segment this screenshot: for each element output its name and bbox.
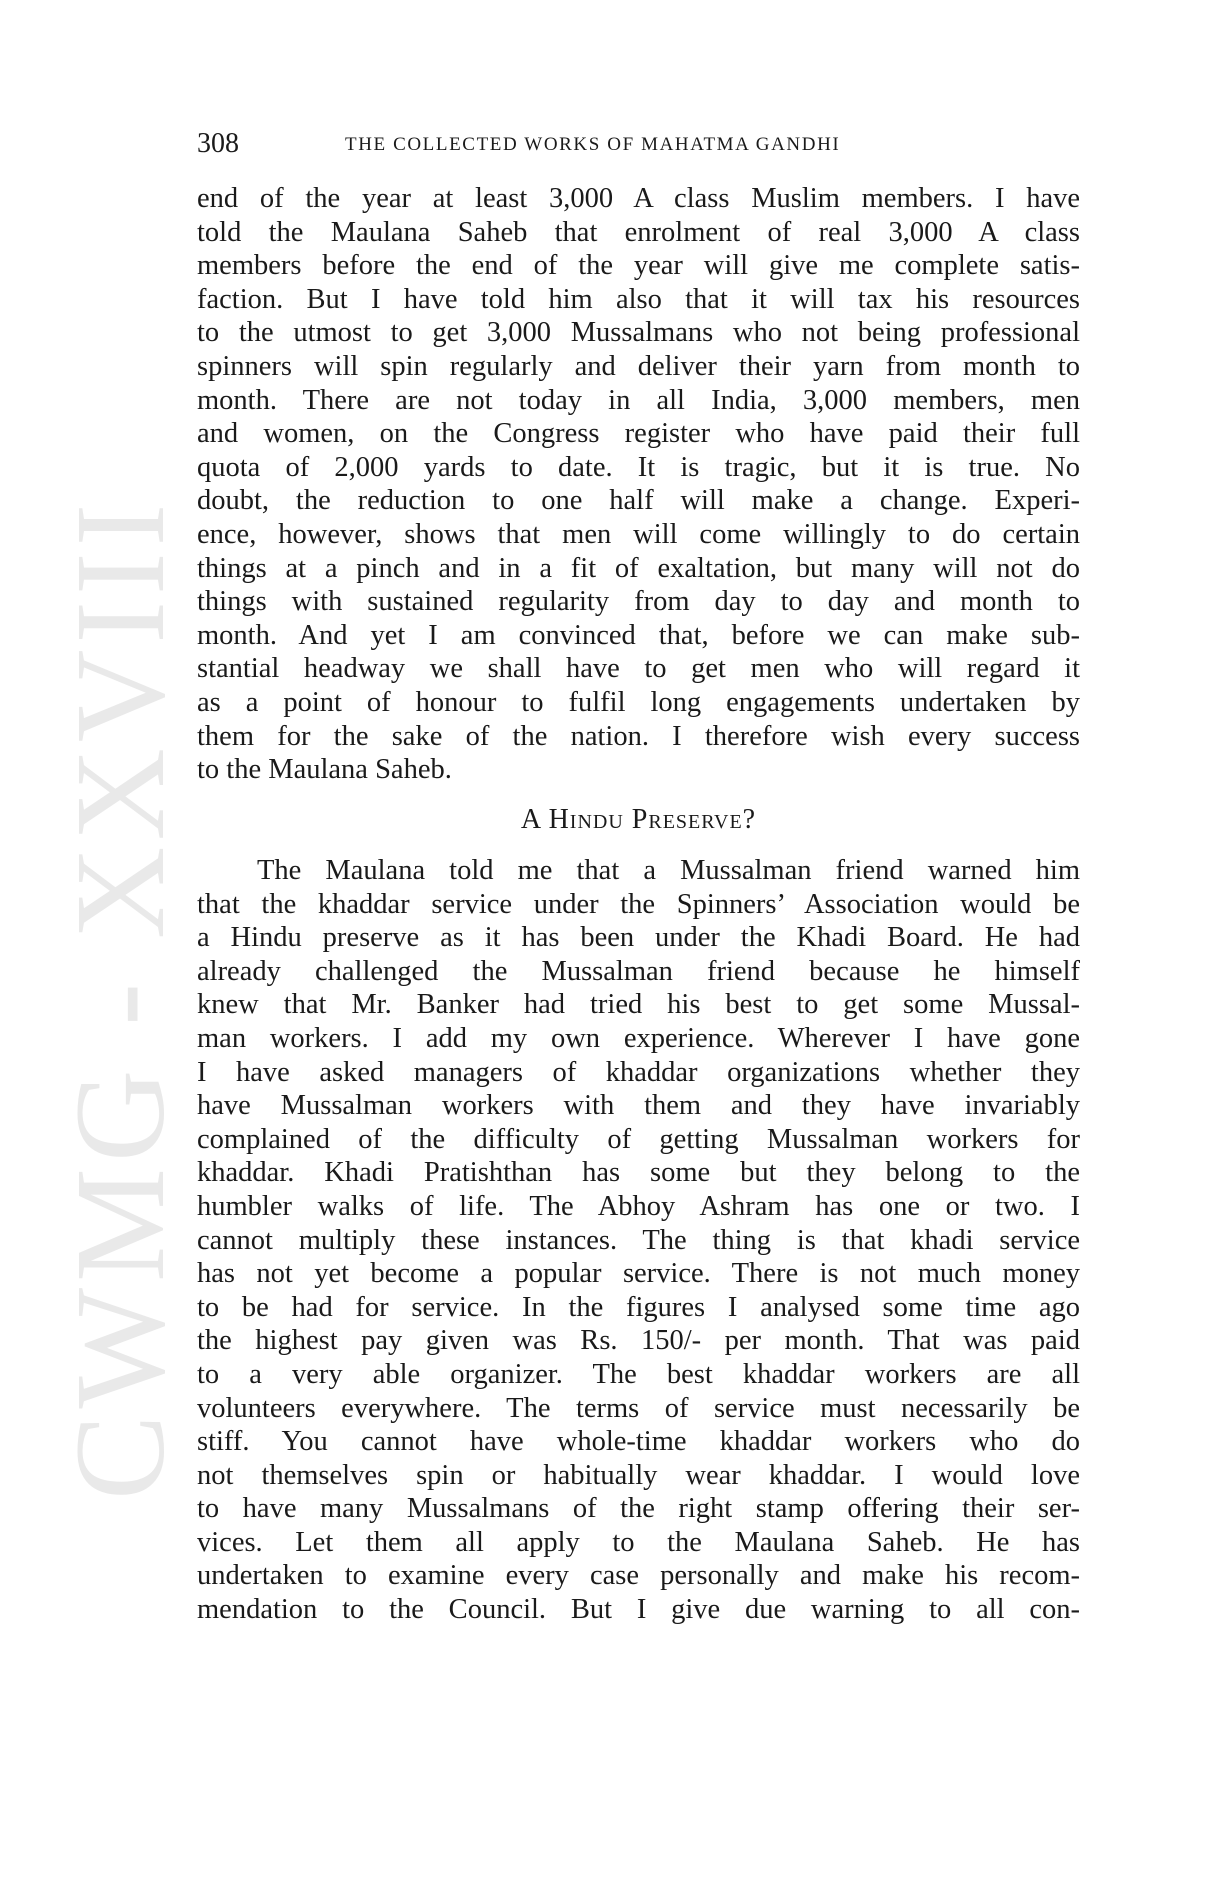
text-line: month. And yet I am convinced that, before we can make sub-	[197, 619, 1080, 651]
text-line: khaddar. Khadi Pratishthan has some but they belong to the	[197, 1157, 1080, 1189]
text-line: doubt, the reduction to one half will make a change. Experi-	[197, 485, 1080, 517]
watermark: CWMG - XXVIII	[49, 497, 191, 1500]
text-line: vices. Let them all apply to the Maulana Saheb. He has	[197, 1526, 1080, 1558]
paragraph-1	[197, 182, 1080, 787]
text-line: the highest pay given was Rs. 150/- per month. That was paid	[197, 1325, 1080, 1357]
text-line: them for the sake of the nation. I therefore wish every success	[197, 720, 1080, 752]
text-line: mendation to the Council. But I give due warning to all con-	[197, 1594, 1080, 1626]
text-line: I have asked managers of khaddar organizations whether they	[197, 1056, 1080, 1088]
text-line: complained of the difficulty of getting Mussalman workers for	[197, 1123, 1080, 1155]
text-line: quota of 2,000 yards to date. It is tragic, but it is true. No	[197, 451, 1080, 483]
text-line: end of the year at least 3,000 A class Muslim members. I have	[197, 183, 1080, 214]
text-line: month. There are not today in all India, 3,000 members, men	[197, 384, 1080, 416]
text-line: and women, on the Congress register who have paid their full	[197, 418, 1080, 450]
page-number: 308	[197, 128, 239, 159]
text-line: stiff. You cannot have whole-time khaddar workers who do	[197, 1426, 1080, 1458]
section-heading: A Hindu Preserve?	[520, 804, 757, 835]
text-line: to be had for service. In the figures I analysed some time ago	[197, 1291, 1080, 1323]
text-line: stantial headway we shall have to get men who will regard it	[197, 653, 1080, 685]
page-header	[197, 128, 1080, 162]
text-line: things with sustained regularity from day to day and month to	[197, 586, 1080, 618]
text-line: humbler walks of life. The Abhoy Ashram has one or two. I	[197, 1190, 1080, 1222]
paragraph-2	[197, 854, 1080, 1627]
text-line: ence, however, shows that men will come willingly to do certain	[197, 518, 1080, 550]
text-line: have Mussalman workers with them and they have invariably	[197, 1090, 1080, 1122]
text-line: volunteers everywhere. The terms of service must necessarily be	[197, 1392, 1080, 1424]
text-line: that the khaddar service under the Spinners’ Association would be	[197, 888, 1080, 920]
text-line: a Hindu preserve as it has been under the Khadi Board. He had	[197, 922, 1080, 954]
text-line: as a point of honour to fulfil long engagements undertaken by	[197, 686, 1080, 718]
text-line: members before the end of the year will give me complete satis-	[197, 250, 1080, 282]
text-line: to the utmost to get 3,000 Mussalmans who not being professional	[197, 317, 1080, 349]
text-line: not themselves spin or habitually wear khaddar. I would love	[197, 1459, 1080, 1491]
text-line: faction. But I have told him also that it will tax his resources	[197, 283, 1080, 315]
running-head: THE COLLECTED WORKS OF MAHATMA GANDHI	[345, 134, 841, 155]
text-line: things at a pinch and in a fit of exaltation, but many will not do	[197, 552, 1080, 584]
text-line: spinners will spin regularly and deliver their yarn from month to	[197, 350, 1080, 382]
text-line: to a very able organizer. The best khaddar workers are all	[197, 1358, 1080, 1390]
text-line: to have many Mussalmans of the right stamp offering their ser-	[197, 1493, 1080, 1525]
text-line: to the Maulana Saheb.	[197, 754, 452, 786]
text-line: The Maulana told me that a Mussalman friend warned him	[257, 855, 1080, 886]
text-line: cannot multiply these instances. The thing is that khadi service	[197, 1224, 1080, 1256]
text-line: told the Maulana Saheb that enrolment of real 3,000 A class	[197, 216, 1080, 248]
text-line: already challenged the Mussalman friend because he himself	[197, 955, 1080, 987]
text-line: has not yet become a popular service. There is not much money	[197, 1258, 1080, 1290]
text-line: undertaken to examine every case personally and make his recom-	[197, 1560, 1080, 1592]
text-line: man workers. I add my own experience. Wherever I have gone	[197, 1022, 1080, 1054]
text-line: knew that Mr. Banker had tried his best to get some Mussal-	[197, 989, 1080, 1021]
